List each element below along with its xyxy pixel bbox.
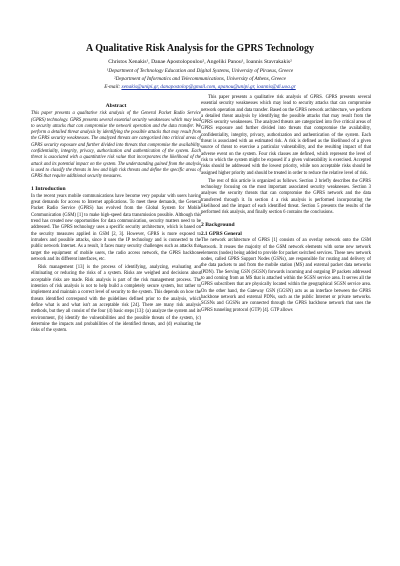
email-line bbox=[0, 84, 400, 90]
affiliation-2: ²Department of Informatics and Telecommunications, University of Athens, Greece bbox=[114, 76, 286, 82]
email-links[interactable]: xenakis@unipi.gr, danapostolop@gmail.com, apanou@unipi.gr, ioannis@di.uoa.gr bbox=[121, 84, 296, 90]
right-column bbox=[201, 95, 371, 316]
author-list: Christos Xenakis¹, Danae Apostolopoulou², Angeliki Panou¹, Ioannis Stavrakakis² bbox=[108, 59, 292, 65]
email-label: E-mail: bbox=[104, 84, 121, 90]
left-column bbox=[31, 95, 201, 336]
intro-paragraph-2: Risk management [13] is the process of identifying, analyzing, evaluating and eliminating or reducing the risks of a system. Risks are weighed and decisions about acceptable risks are made. Risk analysis is part of the risk management process. The intention of risk analysis is not to help build a completely secure system, but rather to implement and maintain a correct level of security to the system. This depends on how the threats identified correspond with the guidelines defined prior to the analysis, which define what is and what isn't an acceptable risk [24]. There are many risk analysis methods, but they all consist of the four (4) basic steps [13]: (a) analyze the system and its environment, (b) identify the vulnerabilities and the possible threats of the system, (c) determine the impacts and probabilities of the identified threats, and (d) evaluating the risks of the system. bbox=[31, 265, 201, 334]
paper-title: A Qualitative Risk Analysis for the GPRS Technology bbox=[86, 43, 314, 54]
affiliation-1: ¹Department of Technology Education and Digital Systems, University of Piraeus, Greece bbox=[106, 68, 294, 74]
section-1-heading: 1 Introduction bbox=[31, 185, 66, 192]
right-paragraph-2: The rest of this article is organized as follows. Section 2 briefly describes the GPRS technology focusing on the most important associated security weaknesses. Section 3 analyses the security threats that can compromise the GPRS network and the data transferred through it. In section 4 a risk analysis is performed incorporating the likelihood and the impact of each identified threat. Section 5 presents the results of the performed risk analysis, and finally section 6 contains the conclusions. bbox=[201, 178, 371, 216]
abstract-text: This paper presents a qualitative risk analysis of the General Packet Radio Service (GPRS) technology. GPRS presents several essential security weaknesses which may lead to security attacks that can compromise the network operation and the data transfer. We perform a detailed threat analysis by identifying the possible attacks that may result from the GPRS security weaknesses. The analyzed threats are categorized into critical areas of GPRS security exposure and further divided into threats that compromise the availability, confidentiality, integrity, privacy, authorization and authentication of the system. Each threat is associated with a quantitative risk value that incorporates the likelihood of the attack and its potential impact on the system. The understanding gained from the analysis is used to classify the threats in low and high risk threats and define the specific areas of GPRS that require additional security measures. bbox=[31, 111, 201, 180]
gprs-general-paragraph: The network architecture of GPRS [1] consists of an overlay network onto the GSM network. It reuses the majority of the GSM network elements with some new network elements (nodes) being added to provide for packet switched services. These new network nodes, called GPRS Support Nodes (GSNs), are responsible for routing and delivery of the data packets to and from the mobile station (MS) and external packet data networks (PDN). The Serving GSN (SGSN) forwards incoming and outgoing IP packets addressed to and coming from an MS that is attached within the SGSN service area. It serves all the GPRS subscribers that are physically located within the geographical SGSN service area. On the other hand, the Gateway GSN (GGSN) acts as an interface between the GPRS backbone network and external PDNs, such as the public Internet or private networks. SGSNs and GGSNs are connected through the GPRS backbone network that uses the GPRS tunneling protocol (GTP) [4]. GTP allows bbox=[201, 238, 371, 313]
intro-paragraph-1: In the recent years mobile communications have become very popular with users having great demands for access to Internet applications. To meet these demands, the General Packet Radio Service (GPRS) has evolved from the Global System for Mobile Communication (GSM) [1] to make high-speed data transmission possible. Although this trend has created new opportunities for data communication, security matters need to be addressed. The GPRS technology uses a specific security architecture, which is based on the security measures applied in GSM [2, 3]. However, GPRS is more exposed to intruders and possible attacks, since it uses the IP technology and is connected to the public network Internet. As a result, it faces many security challenges such as attacks that target the equipment of mobile users, the radio access network, the GPRS backbone network and its different interfaces, etc. bbox=[31, 193, 201, 262]
section-2-heading: 2 Background bbox=[201, 221, 235, 228]
abstract-heading: Abstract bbox=[105, 103, 127, 109]
section-2-1-heading: 2.1 GPRS General bbox=[201, 230, 242, 237]
right-paragraph-1: This paper presents a qualitative risk analysis of GPRS. GPRS presents several essential security weaknesses which may lead to security attacks that can compromise network operation and data transfer. Based on the GPRS network architecture, we perform a detailed threat analysis by identifying the possible attacks that may result from the GPRS security weaknesses. The analyzed threats are categorized into five critical areas of GPRS exposure and further divided into threats that compromise the availability, confidentiality, integrity, privacy, authorization and authentication of the system. Each threat is associated with an estimated risk. A risk is defined as the likelihood of a given source of threat to exercise a particular vulnerability, and the resulting impact of that adverse event on the system. Four risk classes are defined, which represent the level of risk to which the system might be exposed if a given vulnerability is exercised. Accepted risks should be addressed with the lowest priority, while non acceptable risks should be assigned higher priority and should be treated in order to reduce the relative level of risk. bbox=[201, 95, 371, 176]
